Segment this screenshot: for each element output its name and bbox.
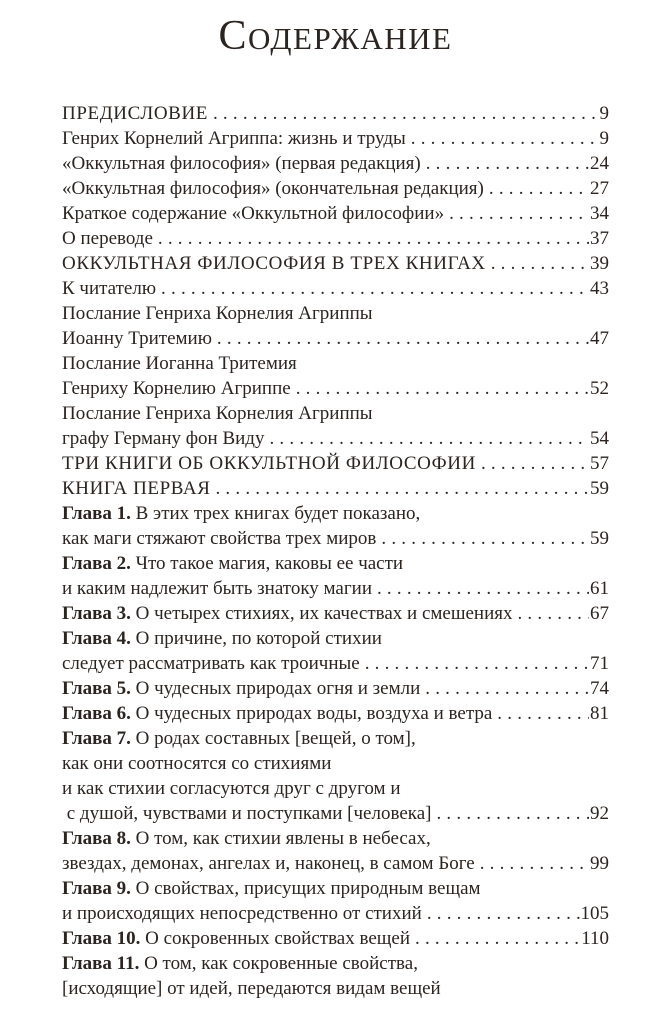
toc-line: [62, 901, 609, 926]
toc-entry-text: [62, 501, 420, 526]
entry-title: с душой, чувствами и поступками [человека]: [62, 803, 432, 824]
toc-entry-text: [62, 476, 210, 501]
toc-entry-text: [62, 826, 431, 851]
entry-title: и каким надлежит быть знатоку магии: [62, 578, 372, 599]
dot-leader: [376, 526, 590, 551]
toc-line: [62, 326, 609, 351]
dot-leader: [492, 701, 590, 726]
toc-line: [62, 751, 609, 776]
dot-leader: [475, 851, 590, 876]
toc-line: [62, 701, 609, 726]
toc-entry-text: [62, 851, 475, 876]
toc-entry-text: [62, 726, 416, 751]
entry-title: Иоанну Тритемию: [62, 328, 212, 349]
toc-line: [62, 576, 609, 601]
dot-leader: [153, 226, 590, 251]
toc-entry-text: [62, 601, 512, 626]
page-number: 61: [590, 578, 609, 599]
entry-title: Краткое содержание «Оккультной философии»: [62, 203, 445, 224]
toc-entry-text: [62, 801, 431, 826]
toc-entry-text: [62, 576, 372, 601]
toc-entry-text: [62, 951, 418, 976]
toc-line: [62, 426, 609, 451]
entry-title: О четырех стихиях, их качествах и смешениях: [130, 603, 513, 624]
toc-entry-text: [62, 526, 376, 551]
entry-title: Послание Генриха Корнелия Агриппы: [62, 303, 373, 324]
toc-line: [62, 276, 609, 301]
toc-entry-text: [62, 376, 291, 401]
dot-leader: [476, 451, 590, 476]
toc-line-section: [62, 476, 609, 501]
toc-line: [62, 301, 609, 326]
toc-line: [62, 876, 609, 901]
dot-leader: [360, 651, 590, 676]
entry-title: О родах составных [вещей, о том],: [130, 728, 416, 749]
entry-title: О свойствах, присущих природным вещам: [130, 878, 481, 899]
toc-entry-text: [62, 176, 484, 201]
page-number: 24: [590, 153, 609, 174]
toc-line: [62, 401, 609, 426]
toc-entry-text: [62, 451, 476, 476]
toc-line-section: [62, 251, 609, 276]
entry-title: [исходящие] от идей, передаются видам вещей: [62, 978, 441, 999]
toc-entry-text: [62, 201, 444, 226]
entry-title: следует рассматривать как троичные: [62, 653, 360, 674]
entry-title: «Оккультная философия» (первая редакция): [62, 153, 421, 174]
toc-line: [62, 951, 609, 976]
toc-entry-text: [62, 976, 441, 1001]
entry-title: и происходящих непосредственно от стихий: [62, 903, 422, 924]
entry-title: О чудесных природах огня и земли: [130, 678, 421, 699]
toc-line: [62, 726, 609, 751]
chapter-label: Глава 5.: [62, 678, 131, 699]
entry-title: звездах, демонах, ангелах и, наконец, в самом Боге: [62, 853, 475, 874]
entry-title: Послание Генриха Корнелия Агриппы: [62, 403, 373, 424]
page-number: 37: [590, 228, 609, 249]
toc-entry-text: [62, 876, 481, 901]
toc-entry-text: [62, 251, 486, 276]
page-number: 74: [590, 678, 609, 699]
entry-title: и как стихии согласуются друг с другом и: [62, 778, 401, 799]
entry-title: О причине, по которой стихии: [130, 628, 382, 649]
dot-leader: [410, 926, 581, 951]
entry-title: «Оккультная философия» (окончательная редакция): [62, 178, 484, 199]
toc-entry-text: [62, 651, 360, 676]
toc-line: [62, 601, 609, 626]
page-number: 39: [590, 253, 609, 274]
dot-leader: [422, 901, 581, 926]
toc-list: [62, 101, 609, 1001]
page-number: 47: [590, 328, 609, 349]
toc-line: [62, 551, 609, 576]
dot-leader: [264, 426, 590, 451]
entry-title: О том, как сокровенные свойства,: [139, 953, 418, 974]
toc-line: [62, 976, 609, 1001]
page-title: [62, 13, 609, 59]
entry-title: В этих трех книгах будет показано,: [130, 503, 421, 524]
toc-line: [62, 201, 609, 226]
dot-leader: [156, 276, 590, 301]
toc-entry-text: [62, 551, 403, 576]
dot-leader: [486, 251, 590, 276]
toc-entry-text: [62, 926, 410, 951]
chapter-label: Глава 4.: [62, 628, 131, 649]
toc-line: [62, 376, 609, 401]
toc-line: [62, 126, 609, 151]
toc-entry-text: [62, 401, 373, 426]
dot-leader: [212, 326, 590, 351]
dot-leader: [210, 476, 590, 501]
toc-line: [62, 676, 609, 701]
page-number: 105: [580, 903, 609, 924]
dot-leader: [208, 101, 600, 126]
entry-title: Послание Иоганна Тритемия: [62, 353, 297, 374]
dot-leader: [431, 801, 590, 826]
chapter-label: Глава 9.: [62, 878, 131, 899]
entry-title: Генриху Корнелию Агриппе: [62, 378, 291, 399]
toc-line: [62, 776, 609, 801]
title-rest: ОДЕРЖАНИЕ: [248, 21, 453, 56]
title-initial: С: [218, 13, 249, 59]
toc-entry-text: [62, 126, 406, 151]
entry-title: О чудесных природах воды, воздуха и ветра: [130, 703, 493, 724]
page-number: 9: [599, 128, 609, 149]
page-number: 59: [590, 478, 609, 499]
page-number: 81: [590, 703, 609, 724]
toc-entry-text: [62, 101, 208, 126]
chapter-label: Глава 1.: [62, 503, 131, 524]
toc-line: [62, 526, 609, 551]
entry-title: О том, как стихии явлены в небесах,: [130, 828, 431, 849]
toc-line: [62, 176, 609, 201]
page-number: 43: [590, 278, 609, 299]
entry-title: ТРИ КНИГИ ОБ ОККУЛЬТНОЙ ФИЛОСОФИИ: [62, 453, 476, 474]
toc-line: [62, 151, 609, 176]
dot-leader: [421, 151, 590, 176]
page-number: 54: [590, 428, 609, 449]
toc-line: [62, 351, 609, 376]
dot-leader: [406, 126, 600, 151]
toc-entry-text: [62, 751, 331, 776]
page-number: 110: [581, 928, 609, 949]
toc-entry-text: [62, 326, 212, 351]
entry-title: КНИГА ПЕРВАЯ: [62, 478, 211, 499]
dot-leader: [291, 376, 590, 401]
dot-leader: [484, 176, 590, 201]
toc-entry-text: [62, 626, 382, 651]
toc-line: [62, 926, 609, 951]
page-number: 59: [590, 528, 609, 549]
chapter-label: Глава 3.: [62, 603, 131, 624]
entry-title: К читателю: [62, 278, 157, 299]
entry-title: как они соотносятся со стихиями: [62, 753, 332, 774]
page-number: 27: [590, 178, 609, 199]
page-number: 52: [590, 378, 609, 399]
page-number: 92: [590, 803, 609, 824]
chapter-label: Глава 6.: [62, 703, 131, 724]
toc-line: [62, 801, 609, 826]
toc-entry-text: [62, 901, 422, 926]
entry-title: ПРЕДИСЛОВИЕ: [62, 103, 208, 124]
page-number: 9: [599, 103, 609, 124]
entry-title: Что такое магия, каковы ее части: [130, 553, 404, 574]
toc-entry-text: [62, 226, 153, 251]
toc-entry-text: [62, 151, 421, 176]
toc-line: [62, 626, 609, 651]
chapter-label: Глава 11.: [62, 953, 140, 974]
toc-entry-text: [62, 276, 156, 301]
entry-title: как маги стяжают свойства трех миров: [62, 528, 377, 549]
page-number: 67: [590, 603, 609, 624]
entry-title: Генрих Корнелий Агриппа: жизнь и труды: [62, 128, 406, 149]
entry-title: О сокровенных свойствах вещей: [140, 928, 411, 949]
page-number: 71: [590, 653, 609, 674]
entry-title: ОККУЛЬТНАЯ ФИЛОСОФИЯ В ТРЕХ КНИГАХ: [62, 253, 486, 274]
chapter-label: Глава 7.: [62, 728, 131, 749]
toc-line: [62, 851, 609, 876]
toc-entry-text: [62, 676, 420, 701]
toc-entry-text: [62, 426, 264, 451]
toc-line: [62, 501, 609, 526]
chapter-label: Глава 8.: [62, 828, 131, 849]
chapter-label: Глава 2.: [62, 553, 131, 574]
toc-entry-text: [62, 776, 400, 801]
toc-line: [62, 651, 609, 676]
dot-leader: [512, 601, 590, 626]
toc-line-section: [62, 101, 609, 126]
toc-line: [62, 226, 609, 251]
entry-title: О переводе: [62, 228, 153, 249]
dot-leader: [420, 676, 590, 701]
dot-leader: [444, 201, 590, 226]
toc-entry-text: [62, 301, 373, 326]
page-number: 34: [590, 203, 609, 224]
toc-entry-text: [62, 701, 492, 726]
page-number: 99: [590, 853, 609, 874]
chapter-label: Глава 10.: [62, 928, 141, 949]
toc-line-section: [62, 451, 609, 476]
dot-leader: [372, 576, 590, 601]
toc-line: [62, 826, 609, 851]
toc-entry-text: [62, 351, 297, 376]
page-number: 57: [590, 453, 609, 474]
entry-title: графу Герману фон Виду: [62, 428, 265, 449]
